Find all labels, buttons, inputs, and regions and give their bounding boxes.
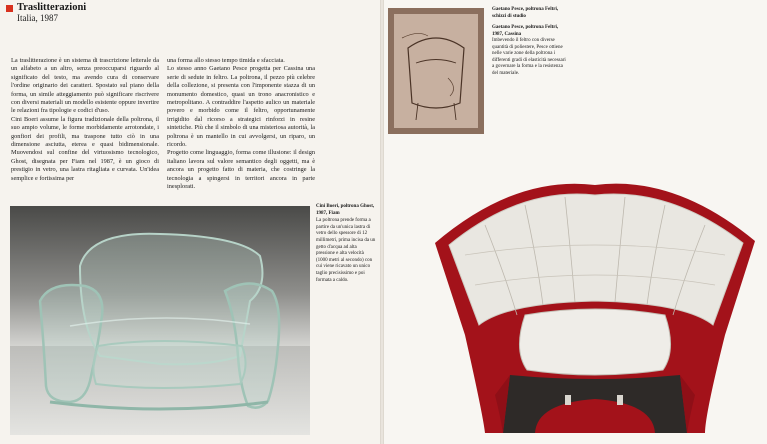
glass-chair-illustration — [10, 206, 310, 435]
section-title: Traslitterazioni — [17, 2, 87, 13]
caption-title: Gaetano Pesce, poltrona Feltri, 1987, Cassina — [492, 25, 559, 37]
caption-title: Cini Boeri, poltrona Ghost, 1987, Fiam — [316, 204, 375, 216]
paragraph: una forma allo stesso tempo timida e sfacciata. — [167, 57, 285, 64]
paragraph: Cini Boeri assume la figura tradizionale della poltrona, il suo ampio volume, le forme morbidamente arrotondate, i gonfiori dei profili, ma traspone tutto ciò in una dimensione asciutta, eterea e quasi bidimensionale. Muovendosi sul confine del virtuosismo tecnologico, Ghost, disegnata per Fiam nel 1987, è un gioco di prestigio in vetro, una lastra ritagliata e curvata. Un'idea semplice e fortissima per — [11, 115, 159, 182]
paragraph: La traslitterazione è un sistema di trascrizione letterale da un alfabeto a un altro, senza preoccuparsi riguardo al significato del testo, ma avendo cura di conservare l'ordine originario dei caratteri. Spostato sul piano della forma, un simile atteggiamento può significare riscrivere con diversi materiali un modello esistente oppure invertire le relazioni fra tipologie e codici d'uso. — [11, 57, 159, 115]
feltri-sketch-photo — [388, 8, 484, 134]
book-gutter — [380, 0, 384, 444]
paragraph: Lo stesso anno Gaetano Pesce progetta per Cassina una serie di sedute in feltro. La poltrona, il pezzo più celebre della collezione, si presenta con l'imponente stazza di un monumento domestico, quasi un trono anacronistico e metropolitano. A contraddire l'aspetto aulico un materiale povero e morbido come il feltro, opportunamente irrigidito dal ricorso a strategici rinforzi in resine sintetiche. Più che il simbolo di una misteriosa autorità, la poltrona è un mantello in cui avvolgersi, un riparo, un ricordo. — [167, 65, 315, 149]
ghost-chair-photo — [10, 206, 310, 435]
sketch-illustration — [388, 8, 484, 134]
text-column-left — [11, 57, 159, 183]
ghost-chair-caption — [316, 204, 376, 284]
feltri-caption — [492, 7, 567, 77]
section-subtitle: Italia, 1987 — [17, 13, 58, 23]
caption-body: Imbevendo il feltro con diverse quantità di poliestere, Pesce ottiene nelle varie zone della poltrona i differenti gradi di elasticità necessari a governare la forma e la resistenza del materiale. — [492, 38, 566, 76]
felt-chair-illustration — [425, 165, 763, 440]
text-column-right — [167, 57, 315, 192]
caption-title: Gaetano Pesce, poltrona Feltri, schizzi di studio — [492, 7, 559, 19]
section-marker-icon — [6, 5, 13, 12]
caption-body: La poltrona prende forma a partire da un'unica lastra di vetro dello spessore di 12 millimetri, prima incisa da un getto d'acqua ad alta pressione e alta velocità (1000 metri al secondo) con cui viene ricavato un unico taglio precisissimo e poi formata a caldo. — [316, 218, 376, 283]
paragraph: Progetto come linguaggio, forma come illusione: il design italiano lavora sul valore semantico degli oggetti, ma è ancora un progetto fatto di materia, che costringe la tecnologia a spingersi in territori ancora in parte inesplorati. — [167, 149, 315, 191]
feltri-chair-photo — [425, 165, 763, 440]
